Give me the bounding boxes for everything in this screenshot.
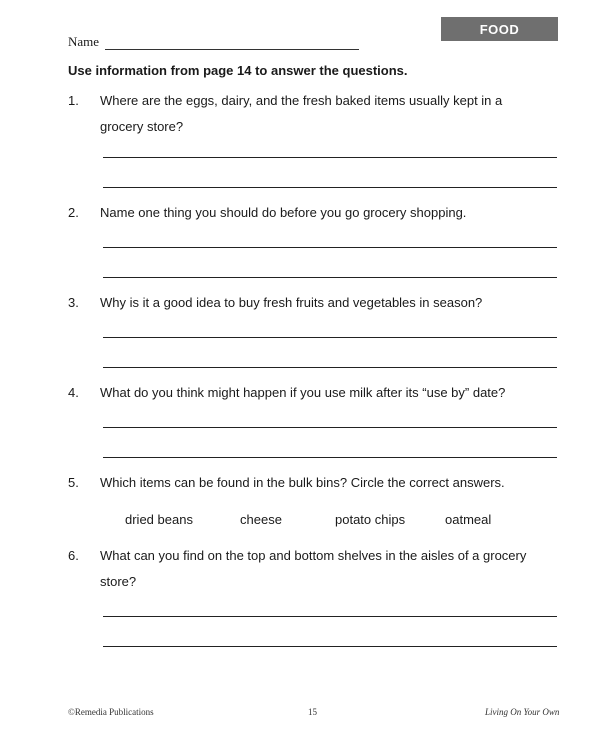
choice-oatmeal[interactable]: oatmeal	[445, 512, 492, 527]
question-text: Which items can be found in the bulk bins? Circle the correct answers.	[100, 475, 505, 490]
question-number: 4.	[68, 385, 79, 400]
choice-cheese[interactable]: cheese	[240, 512, 282, 527]
question-text: What can you find on the top and bottom shelves in the aisles of a grocery store?	[100, 548, 527, 589]
answer-line[interactable]	[103, 457, 557, 458]
answer-line[interactable]	[103, 337, 557, 338]
answer-line[interactable]	[103, 367, 557, 368]
name-answer-line[interactable]	[105, 37, 359, 50]
answer-line[interactable]	[103, 646, 557, 647]
answer-line[interactable]	[103, 157, 557, 158]
footer-copyright: ©Remedia Publications	[68, 707, 154, 717]
question-number: 6.	[68, 548, 79, 563]
question-number: 2.	[68, 205, 79, 220]
name-label: Name	[68, 34, 100, 49]
instructions: Use information from page 14 to answer the questions.	[68, 63, 408, 78]
question-3	[68, 290, 558, 316]
answer-line[interactable]	[103, 616, 557, 617]
choice-potato-chips[interactable]: potato chips	[335, 512, 406, 527]
question-1	[68, 88, 558, 140]
name-field	[68, 34, 359, 50]
question-6	[68, 543, 558, 595]
question-number: 3.	[68, 295, 79, 310]
question-number: 1.	[68, 93, 79, 108]
question-4	[68, 380, 558, 406]
question-number: 5.	[68, 475, 79, 490]
answer-line[interactable]	[103, 277, 557, 278]
question-text: Where are the eggs, dairy, and the fresh baked items usually kept in a grocery store?	[100, 93, 503, 134]
question-text: What do you think might happen if you use milk after its “use by” date?	[100, 385, 506, 400]
footer-book-title: Living On Your Own	[485, 707, 560, 717]
answer-line[interactable]	[103, 427, 557, 428]
question-2	[68, 200, 558, 226]
footer-page-number: 15	[308, 707, 317, 717]
answer-line[interactable]	[103, 247, 557, 248]
section-banner: FOOD	[441, 17, 558, 41]
choice-dried-beans[interactable]: dried beans	[125, 512, 193, 527]
question-text: Why is it a good idea to buy fresh fruits and vegetables in season?	[100, 295, 483, 310]
question-5	[68, 470, 558, 496]
answer-line[interactable]	[103, 187, 557, 188]
question-text: Name one thing you should do before you go grocery shopping.	[100, 205, 467, 220]
